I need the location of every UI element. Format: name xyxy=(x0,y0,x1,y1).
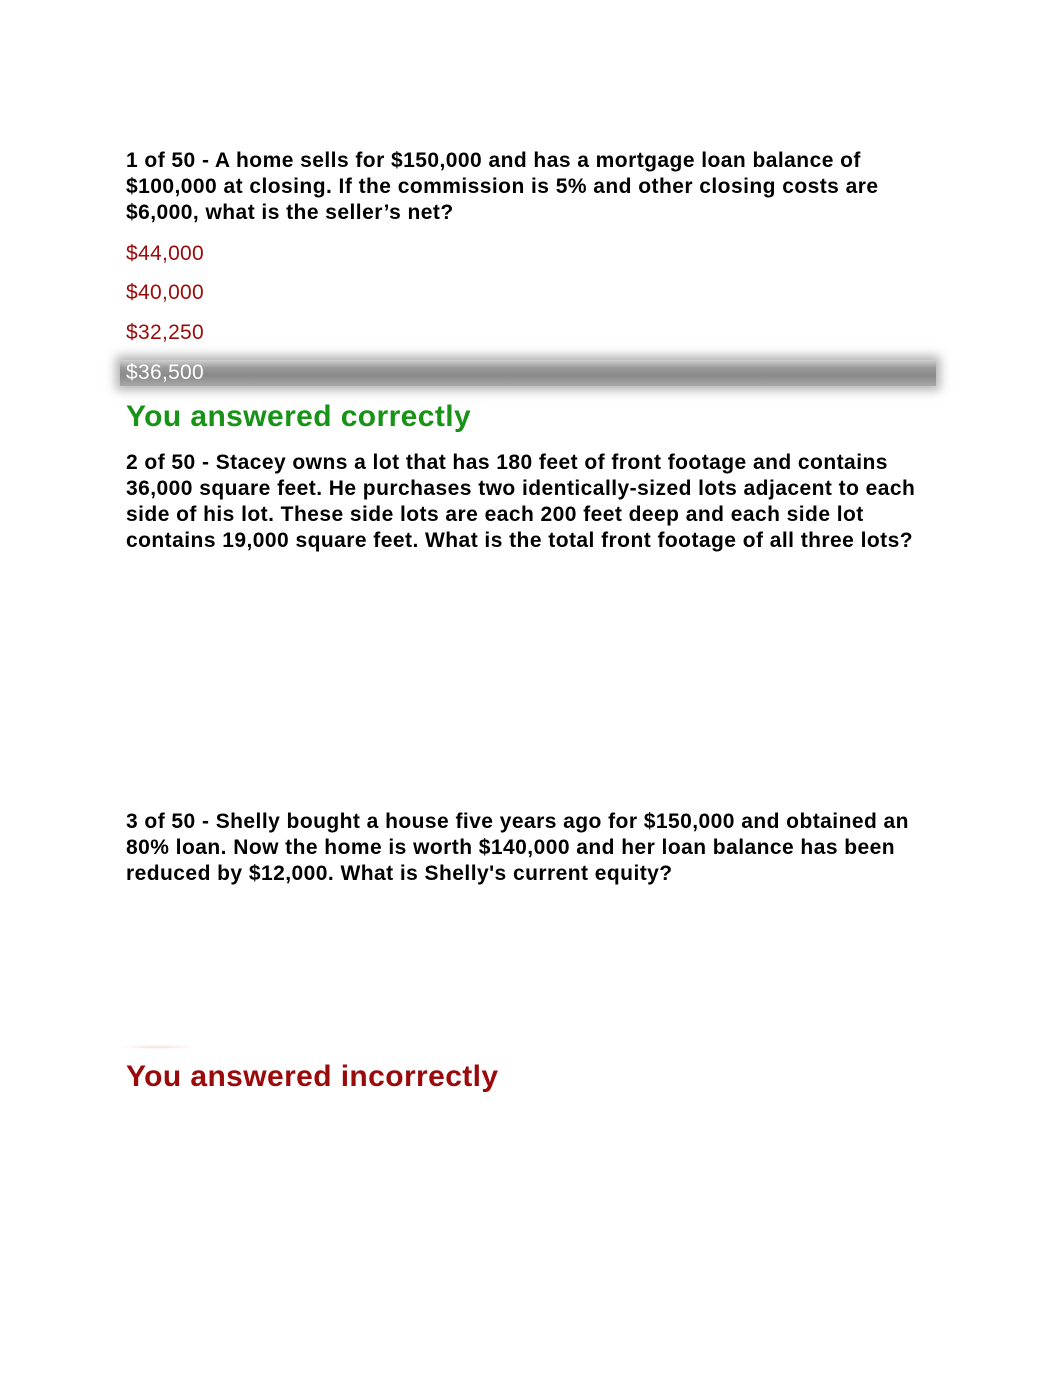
question-3-text: 3 of 50 - Shelly bought a house five years ago for $150,000 and obtained an 80% loan. Now the home is worth $140,000 and her loan balance has been reduced by $12,000. What is Shelly's current equity? xyxy=(126,810,909,885)
answer-option-1[interactable]: $44,000 xyxy=(126,242,205,265)
answer-option-4-selected[interactable]: $36,500 xyxy=(120,360,936,386)
faint-divider xyxy=(118,1045,198,1049)
feedback-incorrect: You answered incorrectly xyxy=(126,1060,499,1093)
question-1-text: 1 of 50 - A home sells for $150,000 and has a mortgage loan balance of $100,000 at closing. If the commission is 5% and other closing costs are $6,000, what is the seller’s net? xyxy=(126,149,879,224)
question-1 xyxy=(126,148,938,226)
question-2-text: 2 of 50 - Stacey owns a lot that has 180 feet of front footage and contains 36,000 square feet. He purchases two identically-sized lots adjacent to each side of his lot. These side lots are each 200 feet deep and each side lot contains 19,000 square feet. What is the total front footage of all three lots? xyxy=(126,451,916,552)
question-2 xyxy=(126,450,938,554)
answer-option-2[interactable]: $40,000 xyxy=(126,281,205,304)
question-3 xyxy=(126,809,938,887)
answer-option-3[interactable]: $32,250 xyxy=(126,321,205,344)
feedback-correct: You answered correctly xyxy=(126,400,472,433)
